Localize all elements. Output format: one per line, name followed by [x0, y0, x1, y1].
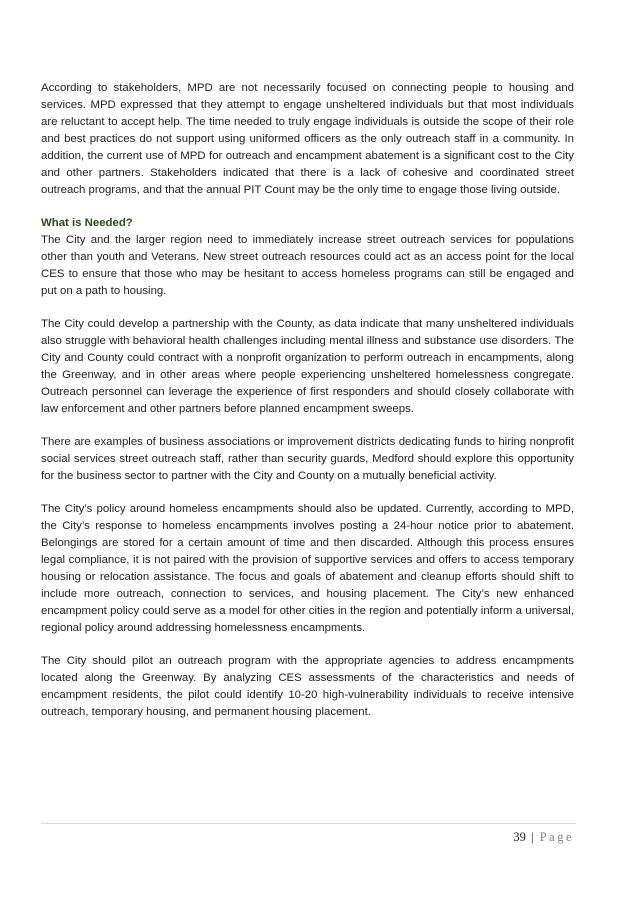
- paragraph-encampment-policy: The City’s policy around homeless encampments should also be updated. Currently, according to MPD, the City’s response to homeless encampments involves posting a 24-hour notice prior to abatement. Belongings are stored for a certain amount of time and then discarded. Although this process ensures legal compliance, it is not paired with the provision of supportive services and offers to access temporary housing or relocation assistance. The focus and goals of abatement and cleanup efforts should shift to include more outreach, connection to services, and housing placement. The City’s new enhanced encampment policy could serve as a model for other cities in the region and potentially inform a universal, regional policy around addressing homelessness encampments.: [41, 503, 574, 634]
- footer-divider: [41, 823, 576, 824]
- page-body: [41, 80, 574, 737]
- page-footer: [513, 829, 574, 845]
- paragraph-pilot-program: The City should pilot an outreach program with the appropriate agencies to address encampments located along the Greenway. By analyzing CES assessments of the characteristics and needs of encampment residents, the pilot could identify 10-20 high-vulnerability individuals to receive intensive outreach, temporary housing, and permanent housing placement.: [41, 655, 574, 718]
- page-separator: |: [531, 830, 534, 844]
- section-heading: What is Needed?: [41, 217, 133, 229]
- paragraph-business-associations: There are examples of business associations or improvement districts dedicating funds to hiring nonprofit social services street outreach staff, rather than security guards, Medford should explore this opportunity for the business sector to partner with the City and County on a mutually beneficial activity.: [41, 436, 574, 482]
- paragraph-street-outreach: The City and the larger region need to immediately increase street outreach services for populations other than youth and Veterans. New street outreach resources could act as an access point for the local CES to ensure that those who may be hesitant to access homeless programs can still be engaged and put on a path to housing.: [41, 234, 574, 297]
- page-label: Page: [539, 830, 574, 844]
- page-number: 39: [513, 830, 526, 844]
- intro-paragraph: According to stakeholders, MPD are not necessarily focused on connecting people to housing and services. MPD expressed that they attempt to engage unsheltered individuals but that most individuals are reluctant to accept help. The time needed to truly engage individuals is outside the scope of their role and best practices do not support using uniformed officers as the only outreach staff in a community. In addition, the current use of MPD for outreach and encampment abatement is a significant cost to the City and other partners. Stakeholders indicated that there is a lack of cohesive and coordinated street outreach programs, and that the annual PIT Count may be the only time to engage those living outside.: [41, 82, 574, 196]
- paragraph-county-partnership: The City could develop a partnership with the County, as data indicate that many unsheltered individuals also struggle with behavioral health challenges including mental illness and substance use disorders. The City and County could contract with a nonprofit organization to perform outreach in encampments, along the Greenway, and in other areas where people experiencing unsheltered homelessness congregate. Outreach personnel can leverage the experience of first responders and should closely collaborate with law enforcement and other partners before planned encampment sweeps.: [41, 318, 574, 415]
